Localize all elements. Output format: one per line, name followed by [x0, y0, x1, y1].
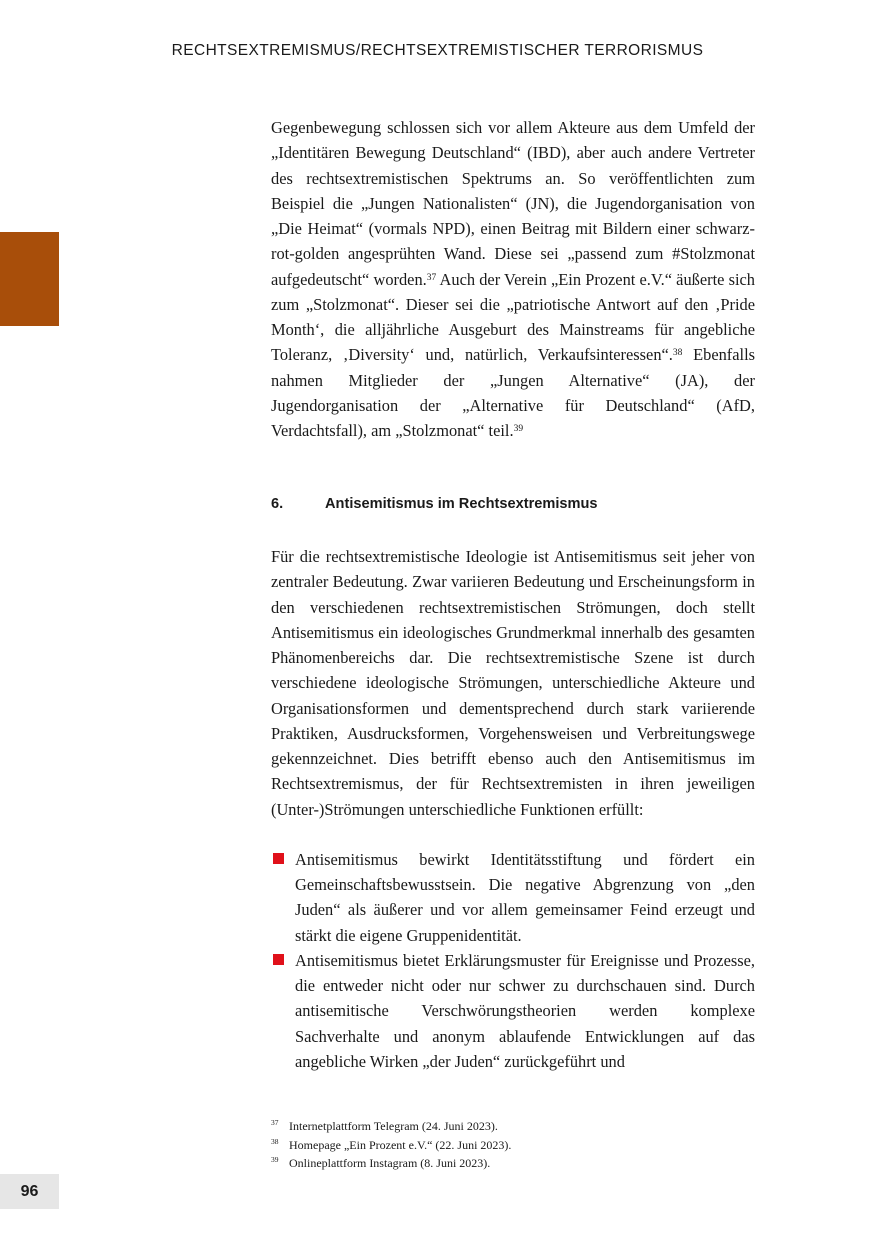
- chapter-color-tab: [0, 232, 59, 326]
- paragraph-gegenbewegung: [271, 115, 755, 443]
- footnote-number: 39: [271, 1155, 279, 1164]
- footnote-text: Onlineplattform Instagram (8. Juni 2023).: [289, 1156, 491, 1170]
- bullet-text: Antisemitismus bietet Erklärungsmuster für Ereignisse und Prozesse, die entweder nicht oder nur schwer zu durchschauen sind. Durch antisemitische Verschwörungstheorien werden komplexe Sachverhalte und anonym ablaufende Entwicklungen auf das angebliche Wirken „der Juden“ zurückgeführt und: [295, 950, 755, 1071]
- section-body: [271, 544, 755, 1074]
- section-title: Antisemitismus im Rechtsextremismus: [325, 496, 598, 512]
- para1-text-c: Ebenfalls nahmen Mitglieder der „Jungen Alternative“ (JA), der Jugendorganisation der „Alternative für Deutschland“ (AfD, Verdachtsfall), am „Stolzmonat“ teil.: [271, 345, 756, 440]
- list-item: [271, 847, 755, 948]
- footnotes: [271, 1117, 755, 1173]
- footnote-number: 38: [271, 1136, 279, 1146]
- continued-paragraph: [271, 115, 755, 443]
- bullet-square-icon: [273, 853, 284, 864]
- paragraph-intro: Für die rechtsextremistische Ideologie ist Antisemitismus seit jeher von zentraler Bedeutung. Zwar variieren Bedeutung und Erscheinungsform in den verschiedenen rechtsextremistischen Strömungen, doch stellt Antisemitismus ein ideologisches Grundmerkmal innerhalb des gesamten Phänomenbereichs dar. Die rechtsextremistische Szene ist durch verschiedene ideologische Strömungen, unterschiedliche Akteure und Organisationsformen und dementsprechend durch stark variierende Praktiken, Ausdrucksformen, Vorgehensweisen und Verbreitungswege gekennzeichnet. Dies betrifft ebenso auch den Antisemitismus im Rechtsextremismus, der für Rechtsextremisten in ihren jeweiligen (Unter-)Strömungen unterschiedliche Funktionen erfüllt:: [271, 547, 755, 819]
- page-number: 96: [0, 1174, 59, 1209]
- footnote-ref-39[interactable]: 39: [513, 424, 524, 434]
- bullet-list: [271, 847, 755, 1074]
- running-head: RECHTSEXTREMISMUS/RECHTSEXTREMISTISCHER TERRORISMUS: [171, 42, 704, 59]
- para1-text-a: Gegenbewegung schlossen sich vor allem Akteure aus dem Umfeld der „Identitären Bewegung Deutschland“ (IBD), aber auch andere Vertreter des rechtsextremistischen Spektrums an. So veröffentlichten zum Beispiel die „Jungen Nationalisten“ (JN), die Jugendorganisation von „Die Heimat“ (vormals NPD), einen Beitrag mit Bildern einer schwarz-rot-golden angesprühten Wand. Diese sei „passend zum #Stolzmonat aufgedeutscht“ worden.: [271, 118, 755, 289]
- footnote: [271, 1154, 755, 1173]
- footnote: [271, 1136, 755, 1155]
- bullet-square-icon: [273, 954, 284, 965]
- footnote-ref-37[interactable]: 37: [426, 272, 437, 283]
- section-number: 6.: [271, 496, 284, 512]
- list-item: [271, 948, 755, 1074]
- bullet-text: Antisemitismus bewirkt Identitätsstiftung und fördert ein Gemeinschaftsbewusstsein. Die negative Abgrenzung von „den Juden“ als äußerer und vor allem gemeinsamer Feind erzeugt und stärkt die eigene Gruppenidentität.: [295, 849, 755, 945]
- footnote-text: Homepage „Ein Prozent e.V.“ (22. Juni 2023).: [289, 1137, 512, 1152]
- footnote-number: 37: [271, 1118, 279, 1127]
- para1-text-b: Auch der Verein „Ein Prozent e.V.“ äußerte sich zum „Stolzmonat“. Dieser sei die „patriotische Antwort auf den ‚Pride Month‘, die alljährliche Ausgeburt des Mainstreams für angebliche Toleranz, ‚Diversity‘ und, natürlich, Verkaufsinteressen“.: [271, 269, 755, 365]
- footnote-ref-38[interactable]: 38: [672, 348, 683, 359]
- section-heading: [271, 496, 755, 512]
- footnote-text: Internetplattform Telegram (24. Juni 2023).: [289, 1119, 498, 1133]
- footnote: [271, 1117, 755, 1136]
